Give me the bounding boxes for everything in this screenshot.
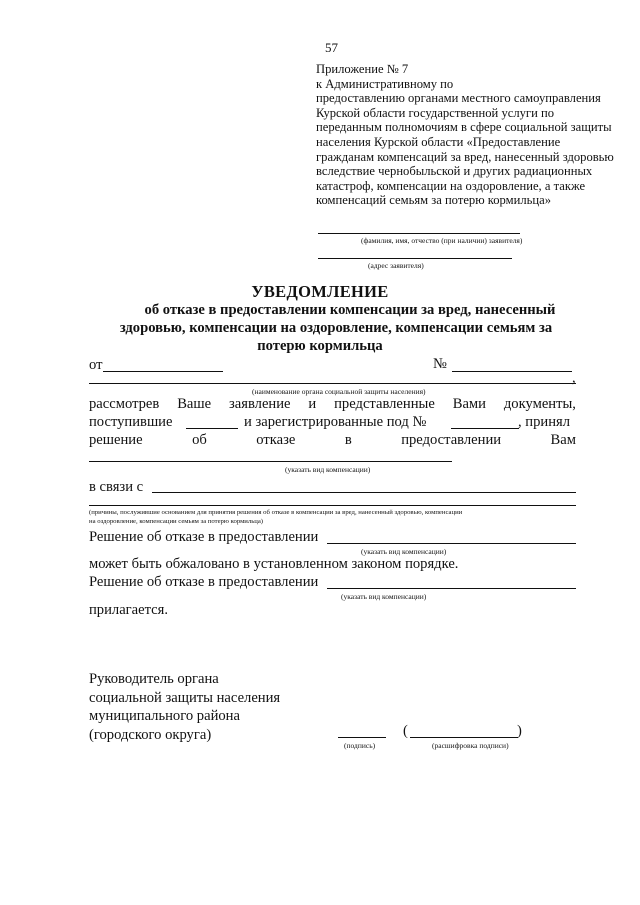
close-paren: ): [517, 723, 522, 739]
date-line[interactable]: [103, 371, 223, 372]
attached-text: прилагается.: [89, 602, 169, 618]
body-word: решение: [89, 432, 143, 448]
decision-text-1: Решение об отказе в предоставлении: [89, 529, 319, 545]
title-line: об отказе в предоставлении компенсации за вред, нанесенный: [144, 302, 556, 318]
body-line-1: [89, 396, 576, 413]
page-number: 57: [325, 40, 338, 55]
appendix-line: предоставлению органами местного самоуправления: [316, 91, 601, 106]
body-word: и: [308, 396, 317, 412]
appendix-line: гражданам компенсаций за вред, нанесенный здоровью: [316, 149, 614, 164]
body-word: документы,: [503, 396, 576, 412]
open-paren: (: [403, 723, 408, 739]
body-word: в: [344, 432, 352, 448]
signature-caption: (подпись): [344, 741, 376, 750]
received-label: поступившие: [89, 414, 173, 430]
signatory-line: социальной защиты населения: [89, 689, 281, 706]
body-word: отказе: [256, 432, 296, 448]
registered-label: и зарегистрированные под №: [244, 414, 427, 430]
organ-comma: ,: [572, 370, 576, 386]
document-title: УВЕДОМЛЕНИЕ: [251, 282, 389, 301]
compensation-line-2[interactable]: [327, 543, 576, 544]
body-word: предоставлении: [401, 432, 502, 448]
title-line: потерю кормильца: [257, 338, 383, 354]
signature-line[interactable]: [338, 737, 386, 738]
reasons-caption: на оздоровление, компенсации семьям за потерю кормильца): [89, 518, 264, 525]
compensation-line-1[interactable]: [89, 461, 452, 462]
body-word: представленные: [334, 396, 435, 412]
organ-caption: (наименование органа социальной защиты населения): [252, 387, 426, 396]
appendix-line: переданным полномочиям в сфере социальной защиты: [316, 120, 612, 135]
organ-line[interactable]: [89, 383, 576, 384]
number-label: №: [433, 356, 447, 372]
reasons-caption: (причины, послужившие основанием для принятия решения об отказе в компенсации за вред, нанесенный здоровью, компенсации: [89, 509, 463, 516]
signature-decode-line[interactable]: [410, 737, 518, 738]
compensation-caption-3: (указать вид компенсации): [341, 592, 427, 601]
decision-text-2: Решение об отказе в предоставлении: [89, 574, 319, 590]
body-word: заявление: [229, 396, 291, 412]
applicant-name-line[interactable]: [318, 233, 520, 234]
applicant-name-caption: (фамилия, имя, отчество (при наличии) заявителя): [361, 236, 523, 245]
appendix-line: населения Курской области «Предоставление: [316, 134, 561, 149]
appendix-line: катастроф, компенсации на оздоровление, а также: [316, 178, 586, 193]
body-word: Вам: [550, 432, 576, 448]
signatory-line: Руководитель органа: [89, 671, 219, 687]
applicant-address-caption: (адрес заявителя): [368, 261, 424, 270]
compensation-caption-1: (указать вид компенсации): [285, 465, 371, 474]
signature-decode-caption: (расшифровка подписи): [432, 741, 509, 750]
title-line: здоровью, компенсации на оздоровление, компенсации семьям за: [119, 320, 553, 336]
received-date-line[interactable]: [186, 428, 238, 429]
body-word: Вами: [452, 396, 486, 412]
signatory-block: [89, 670, 280, 744]
body-word: Ваше: [177, 396, 212, 412]
reason-label: в связи с: [89, 479, 144, 495]
compensation-line-3[interactable]: [327, 588, 576, 589]
appendix-line: к Административному по: [316, 76, 454, 91]
registered-number-line[interactable]: [451, 428, 519, 429]
body-word: рассмотрев: [89, 396, 160, 412]
appeal-text: может быть обжаловано в установленном законом порядке.: [89, 556, 459, 572]
signatory-line: (городского округа): [89, 726, 212, 743]
appendix-line: Курской области государственной услуги по: [316, 105, 555, 120]
appendix-heading: Приложение № 7: [316, 62, 409, 76]
accepted-label: , принял: [518, 414, 571, 430]
number-line[interactable]: [452, 371, 572, 372]
signatory-line: муниципального района: [89, 708, 240, 724]
body-line-3: [89, 432, 576, 449]
body-word: об: [192, 432, 207, 448]
from-label: от: [89, 357, 103, 373]
appendix-line: вследствие чернобыльской и других радиационных: [316, 164, 593, 179]
reason-line-2[interactable]: [89, 505, 576, 506]
appendix-line: компенсаций семьям за потерю кормильца»: [316, 193, 552, 208]
reason-line[interactable]: [152, 492, 576, 493]
compensation-caption-2: (указать вид компенсации): [361, 547, 447, 556]
appendix-text: [316, 77, 614, 208]
applicant-address-line[interactable]: [318, 258, 512, 259]
